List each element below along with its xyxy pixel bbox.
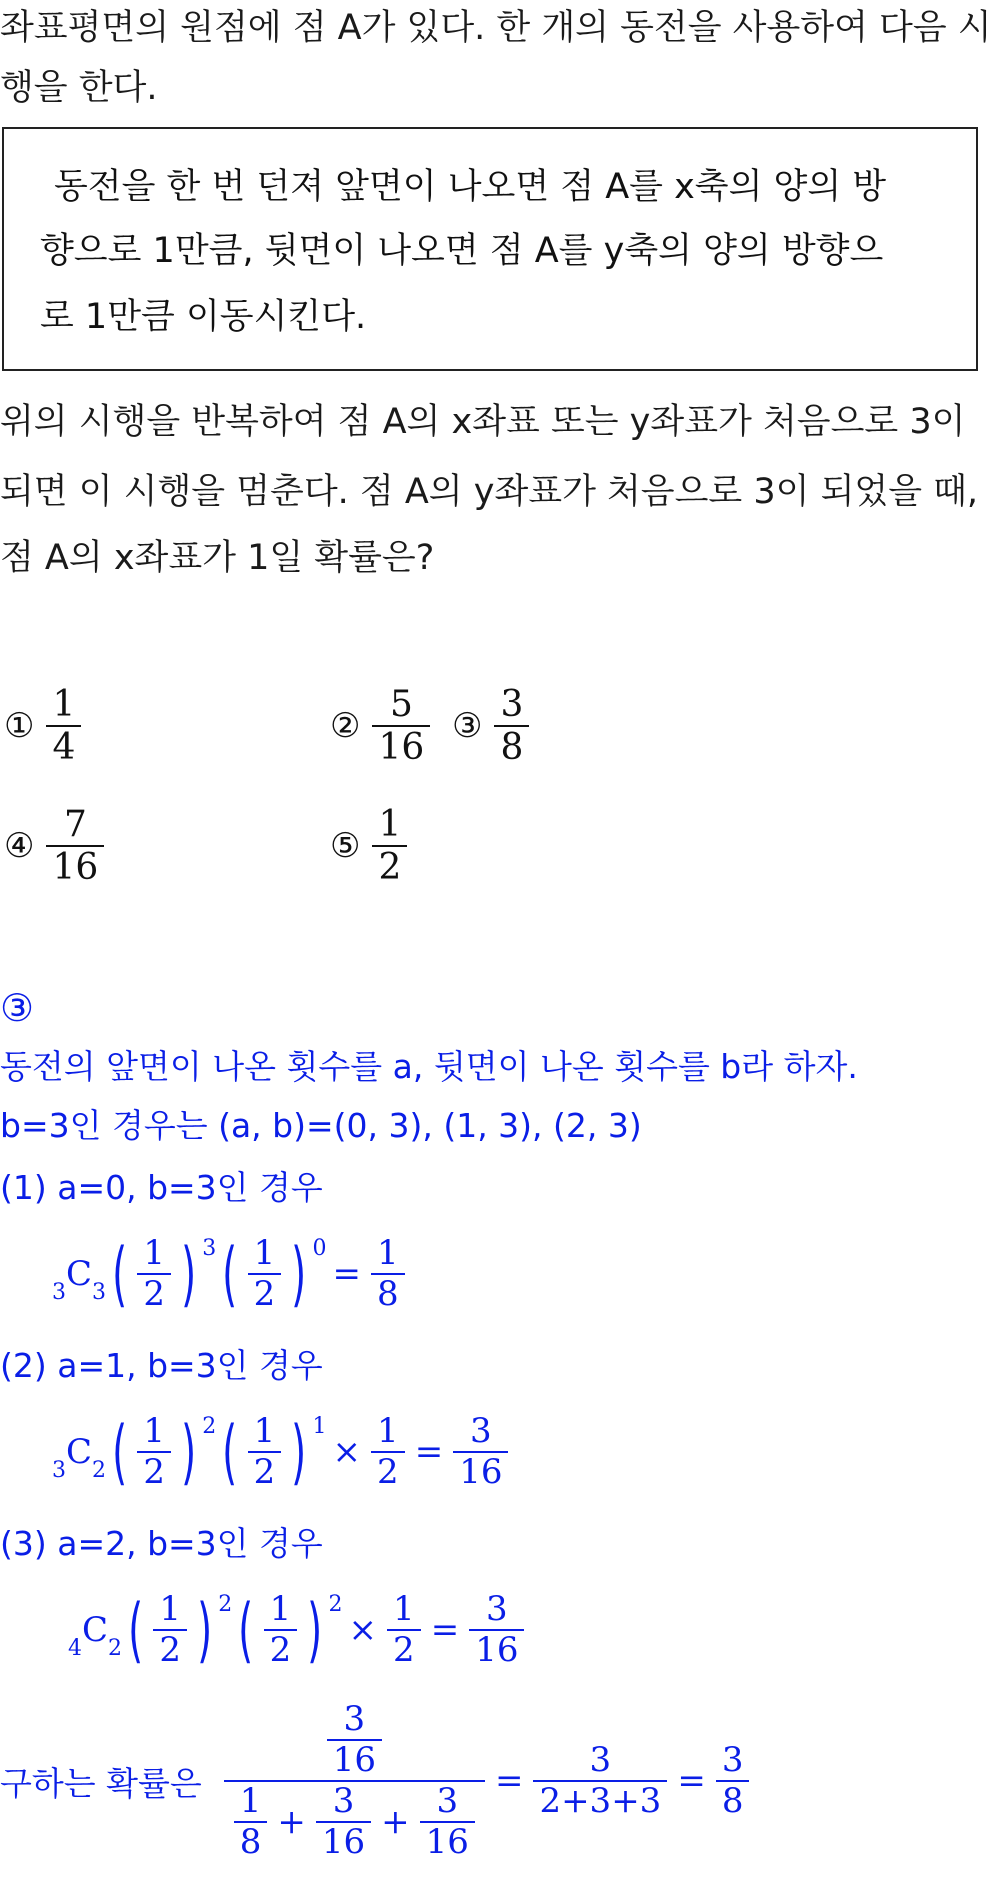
problem-line-5: 점 A의 x좌표가 1일 확률은? [0, 538, 435, 578]
final-label: 구하는 확률은 [0, 1763, 202, 1803]
numerator: 5 [389, 684, 413, 725]
denominator: 2 [378, 847, 402, 889]
denominator: 16 [378, 727, 425, 769]
box-line-1: 동전을 한 번 던져 앞면이 나오면 점 A를 x축의 양의 방 [54, 167, 887, 207]
denominator: 16 [52, 847, 99, 889]
case-3-heading: (3) a=2, b=3인 경우 [0, 1524, 323, 1563]
choice-fraction [46, 804, 104, 889]
choice-2[interactable] [330, 684, 434, 769]
choice-4[interactable] [4, 804, 108, 889]
condition-box [2, 127, 978, 371]
choice-fraction [494, 684, 529, 769]
numerator: 7 [63, 804, 87, 845]
choice-mark: ⑤ [330, 826, 361, 867]
case-3-equation: $_4C_2$ ( $\frac{1}{2}$ ) 2 ( $\frac{1}{2}$ ) 2 × $\frac{1}{2}$ = $\frac{3}{16}$ [68, 1590, 528, 1670]
case-1-equation: $_3C_3$ ( $\frac{1}{2}$ ) 3 ( $\frac{1}{2}$ ) 0 = $\frac{1}{8}$ [52, 1234, 409, 1314]
problem-line-2: 행을 한다. [0, 68, 158, 108]
choice-3[interactable] [452, 684, 533, 769]
problem-line-4: 되면 이 시행을 멈춘다. 점 A의 y좌표가 처음으로 3이 되었을 때, [0, 472, 979, 512]
choice-5[interactable] [330, 804, 411, 889]
denominator: 8 [500, 727, 524, 769]
solution-line-2: b=3인 경우는 (a, b)=(0, 3), (1, 3), (2, 3) [0, 1106, 642, 1145]
box-line-3: 로 1만큼 이동시킨다. [40, 297, 367, 337]
numerator: 1 [378, 804, 402, 845]
choice-fraction [46, 684, 81, 769]
choice-mark: ③ [452, 706, 483, 747]
box-line-2: 향으로 1만큼, 뒷면이 나오면 점 A를 y축의 양의 방향으 [40, 231, 884, 271]
problem-line-3: 위의 시행을 반복하여 점 A의 x좌표 또는 y좌표가 처음으로 3이 [0, 402, 966, 442]
choice-mark: ④ [4, 826, 35, 867]
case-1-heading: (1) a=0, b=3인 경우 [0, 1168, 323, 1207]
problem-line-1: 좌표평면의 원점에 점 A가 있다. 한 개의 동전을 사용하여 다음 시 [0, 8, 992, 48]
choice-mark: ① [4, 706, 35, 747]
case-2-heading: (2) a=1, b=3인 경우 [0, 1346, 323, 1385]
choice-fraction [372, 684, 430, 769]
solution-line-1: 동전의 앞면이 나온 횟수를 a, 뒷면이 나온 횟수를 b라 하자. [0, 1047, 858, 1086]
denominator: 4 [52, 727, 76, 769]
final-probability: 구하는 확률은 $\frac{3}{16}$ $\frac{1}{8}$ + $\frac{3}{16}$ + $\frac{3}{16}$ = $\frac{3}{2+3+3}$ = $\frac{3}{8}$ [0, 1700, 753, 1862]
solution-answer: ③ [0, 986, 35, 1030]
choice-mark: ② [330, 706, 361, 747]
numerator: 3 [500, 684, 524, 725]
numerator: 1 [52, 684, 76, 725]
choice-fraction [372, 804, 407, 889]
choice-1[interactable] [4, 684, 85, 769]
case-2-equation: $_3C_2$ ( $\frac{1}{2}$ ) 2 ( $\frac{1}{2}$ ) 1 × $\frac{1}{2}$ = $\frac{3}{16}$ [52, 1412, 512, 1492]
